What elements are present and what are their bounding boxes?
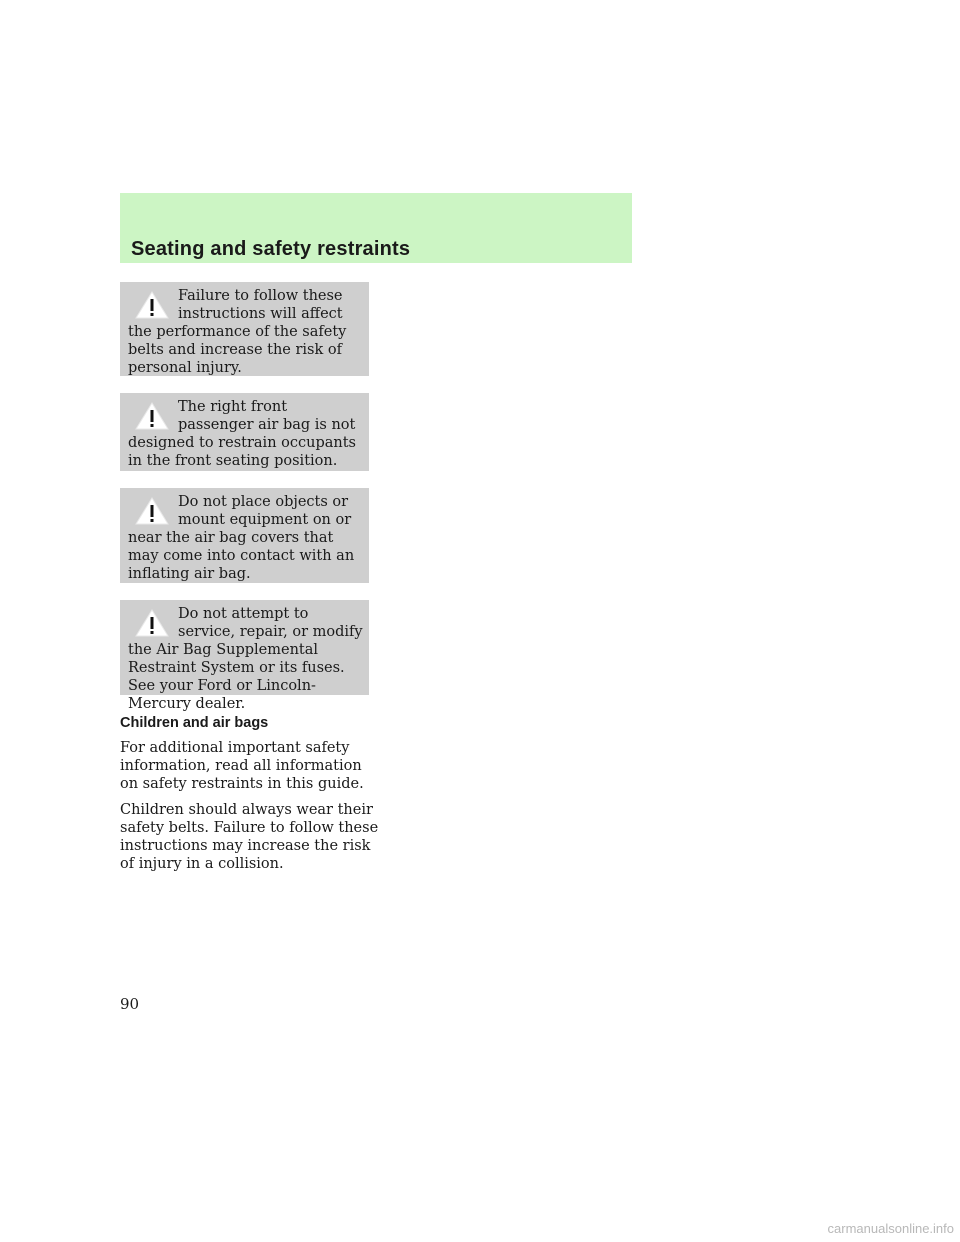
watermark: carmanualsonline.info <box>827 1221 954 1236</box>
page-number: 90 <box>120 995 140 1013</box>
warning-text: The right front passenger air bag is not designed to restrain occupants in the front seating position. <box>128 399 356 469</box>
warning-text: Do not place objects or mount equipment on or near the air bag covers that may come into contact with an inflating air bag. <box>128 494 355 582</box>
children-air-bags-section <box>120 715 380 881</box>
warning-triangle-icon <box>134 401 170 431</box>
warning-box-4 <box>120 600 369 712</box>
warning-triangle-icon <box>134 290 170 320</box>
warning-box-1 <box>120 282 369 376</box>
warning-triangle-icon <box>134 608 170 638</box>
warning-triangle-icon <box>134 496 170 526</box>
warning-box-2 <box>120 393 369 471</box>
paragraph: For additional important safety information, read all information on safety restraints in this guide. <box>120 740 364 792</box>
warning-text: Do not attempt to service, repair, or modify the Air Bag Supplemental Restraint System or its fuses. See your Ford or Lincoln-Mercury dealer. <box>128 606 363 712</box>
paragraph: Children should always wear their safety belts. Failure to follow these instructions may increase the risk of injury in a collision. <box>120 802 379 872</box>
page-title: Seating and safety restraints <box>131 238 411 260</box>
section-heading: Children and air bags <box>120 715 269 731</box>
warning-box-3 <box>120 488 369 583</box>
warning-text: Failure to follow these instructions will affect the performance of the safety belts and increase the risk of personal injury. <box>128 288 347 376</box>
